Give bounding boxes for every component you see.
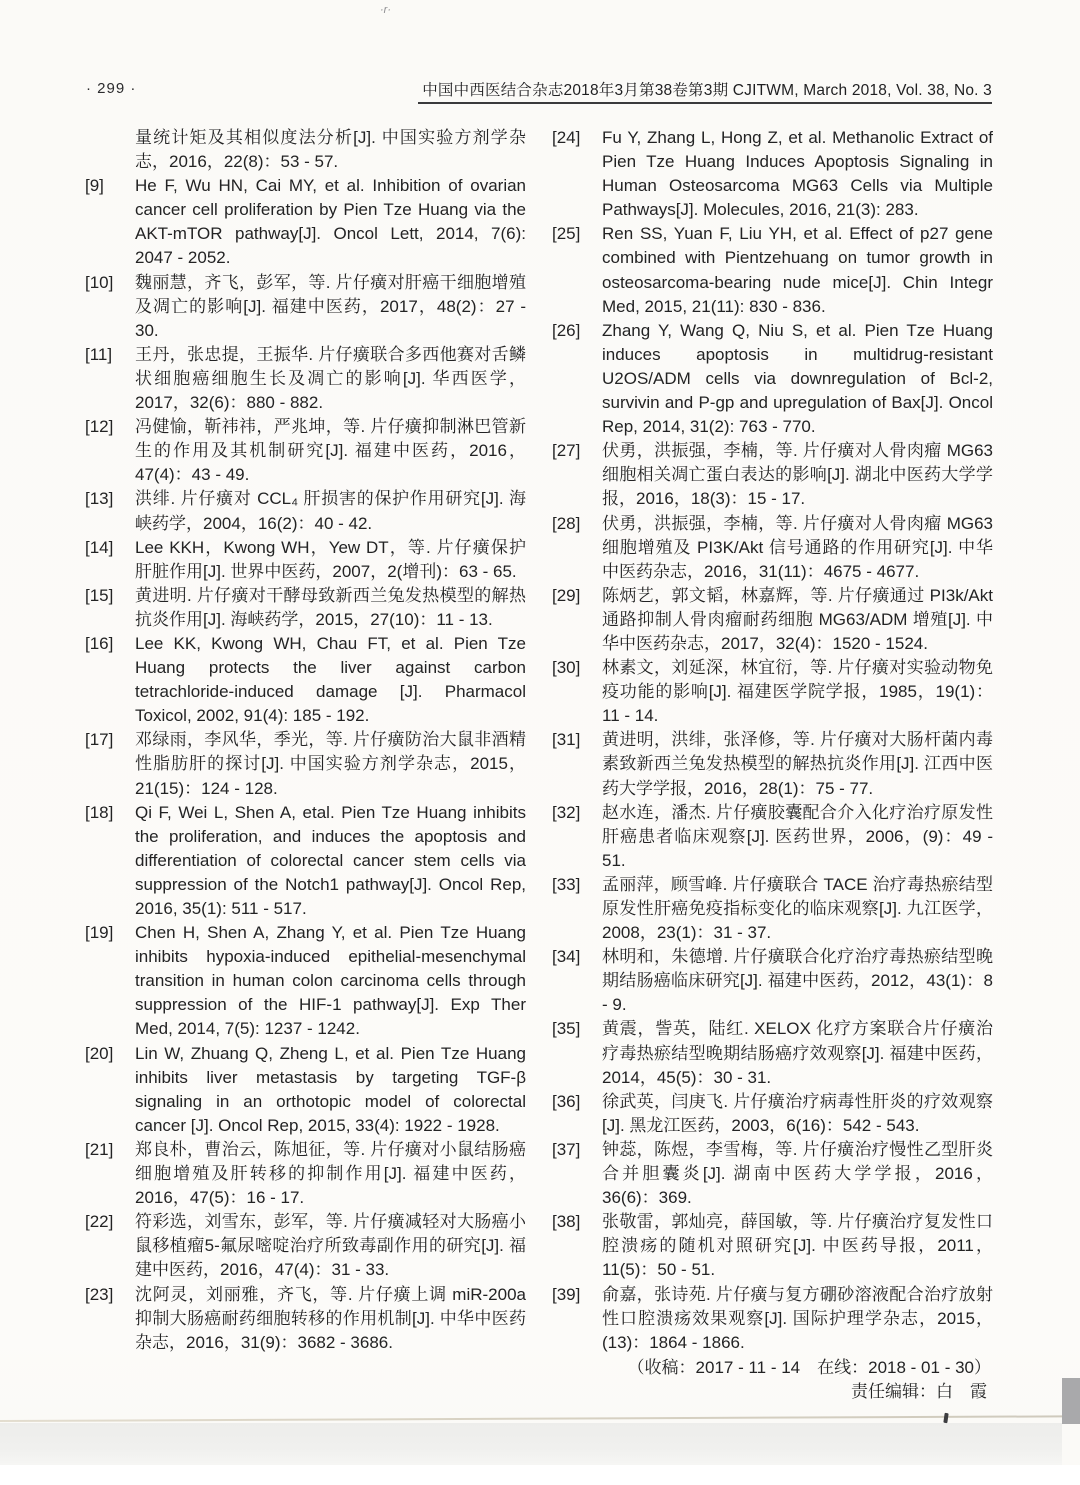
reference-text: 赵水连，潘杰. 片仔癀胶囊配合介入化疗治疗原发性肝癌患者临床观察[J]. 医药世界，2006，(9)：49 - 51. — [602, 802, 993, 870]
reference-number: [11] — [85, 344, 113, 364]
reference-text: 洪绯. 片仔癀对 CCL₄ 肝损害的保护作用研究[J]. 海峡药学，2004，16(2)：40 - 42. — [135, 489, 526, 533]
reference-item — [85, 174, 526, 270]
reference-item — [85, 584, 526, 632]
reference-number: [13] — [85, 489, 114, 509]
reference-item — [552, 439, 993, 511]
reference-text: He F, Wu HN, Cai MY, et al. Inhibition of ovarian cancer cell proliferation by Pien Tze Huang via the AKT-mTOR pathway[J]. Oncol Lett, 2014, 7(6): 2047 - 2052. — [135, 176, 526, 268]
reference-text: 陈炳艺，郭文韬，林嘉辉，等. 片仔癀通过 PI3k/Akt 通路抑制人骨肉瘤耐药细胞 MG63/ADM 增殖[J]. 中华中医药杂志，2017，32(4)：1520 - 1524. — [602, 585, 993, 653]
reference-number: [27] — [552, 441, 581, 461]
reference-text: 量统计矩及其相似度法分析[J]. 中国实验方剂学杂志，2016，22(8)：53 - 57. — [135, 128, 526, 172]
reference-item — [85, 343, 526, 415]
responsible-editor: 责任编辑：白 霞 — [851, 1381, 987, 1401]
reference-number: [29] — [552, 585, 581, 605]
reference-text: 符彩选，刘雪东，彭军，等. 片仔癀减轻对大肠癌小鼠移植瘤5-氟尿嘧啶治疗所致毒副作用的研究[J]. 福建中医药，2016，47(4)：31 - 33. — [135, 1212, 526, 1280]
reference-number: [26] — [552, 320, 581, 340]
reference-text: Zhang Y, Wang Q, Niu S, et al. Pien Tze Huang induces apoptosis in multidrug-resistant U2OS/ADM cells via downregulation of Bcl-2, survivin and P-gp and upregulation of Bax[J]. Oncol Rep, 2014, 31(2): 763 - 770. — [602, 320, 993, 437]
reference-text: 黄进明. 片仔癀对干酵母致新西兰兔发热模型的解热抗炎作用[J]. 海峡药学，2015，27(10)：11 - 13. — [135, 585, 526, 629]
references-column-right — [552, 126, 993, 1404]
reference-text: Lin W, Zhuang Q, Zheng L, et al. Pien Tze Huang inhibits liver metastasis by targeting TGF-β signaling in an orthotopic model of colorectal cancer [J]. Oncol Rep, 2015, 33(4): 1922 - 1928. — [135, 1043, 526, 1135]
reference-text: Qi F, Wei L, Shen A, etal. Pien Tze Huang inhibits the proliferation, and induces the apoptosis and differentiation of colorectal cancer stem cells via suppression of the Notch1 pathway[J]. Oncol Rep, 2016, 35(1): 511 - 517. — [135, 802, 526, 918]
reference-item — [85, 921, 526, 1041]
reference-text: 黄震，訾英，陆红. XELOX 化疗方案联合片仔癀治疗毒热瘀结型晚期结肠癌疗效观察[J]. 福建中医药，2014，45(5)：30 - 31. — [602, 1019, 993, 1087]
reference-text: Lee KK, Kwong WH, Chau FT, et al. Pien Tze Huang protects the liver against carbon tetrachloride-induced damage [J]. Pharmacol Toxicol, 2002, 91(4): 185 - 192. — [135, 633, 526, 726]
reference-text: Fu Y, Zhang L, Hong Z, et al. Methanolic Extract of Pien Tze Huang Induces Apoptosis Signaling in Human Osteosarcoma MG63 Cells via Multiple Pathways[J]. Molecules, 2016, 21(3): 283. — [602, 128, 993, 220]
reference-number: [38] — [552, 1212, 581, 1232]
reference-item — [85, 632, 526, 728]
reference-item — [85, 728, 526, 800]
reference-item — [85, 1283, 526, 1355]
reference-number: [9] — [85, 176, 104, 196]
reference-number: [16] — [85, 633, 114, 653]
reference-number: [30] — [552, 658, 581, 678]
reference-text: 伏勇，洪振强，李楠，等. 片仔癀对人骨肉瘤 MG63 细胞增殖及 PI3K/Akt 信号通路的作用研究[J]. 中华中医药杂志，2016，31(11)：4675 - 4677. — [602, 513, 993, 581]
reference-item — [85, 1042, 526, 1138]
references-column-left — [85, 126, 526, 1404]
reference-number: [36] — [552, 1091, 581, 1111]
reference-item — [552, 1210, 993, 1282]
reference-text: 冯健愉，靳祎祎，严兆坤，等. 片仔癀抑制淋巴管新生的作用及其机制研究[J]. 福建中医药，2016，47(4)：43 - 49. — [135, 417, 526, 485]
reference-number: [15] — [85, 585, 114, 605]
reference-text: 俞嘉，张诗苑. 片仔癀与复方硼砂溶液配合治疗放射性口腔溃疡效果观察[J]. 国际护理学杂志，2015，(13)：1864 - 1866. — [602, 1284, 993, 1352]
reference-text: 钟蕊，陈煜，李雪梅，等. 片仔癀治疗慢性乙型肝炎合并胆囊炎[J]. 湖南中医药大学学报，2016，36(6)：369. — [602, 1139, 993, 1208]
reference-number: [18] — [85, 802, 114, 822]
reference-text: 邓绿雨，李风华，季光，等. 片仔癀防治大鼠非酒精性脂肪肝的探讨[J]. 中国实验方剂学杂志，2015，21(15)：124 - 128. — [135, 730, 526, 798]
reference-item — [552, 126, 993, 222]
reference-text: 张敬雷，郭灿亮，薛国敏，等. 片仔癀治疗复发性口腔溃疡的随机对照研究[J]. 中医药导报，2011，11(5)：50 - 51. — [602, 1212, 993, 1280]
header-rule — [418, 102, 992, 104]
reference-number: [21] — [85, 1139, 114, 1159]
reference-item — [85, 415, 526, 487]
reference-item — [85, 1210, 526, 1282]
reference-item — [552, 656, 993, 728]
references-list-left — [85, 126, 526, 1355]
reference-number: [35] — [552, 1019, 581, 1039]
reference-number: [34] — [552, 947, 581, 967]
reference-item — [552, 319, 993, 439]
reference-number: [25] — [552, 224, 581, 244]
reference-text: Ren SS, Yuan F, Liu YH, et al. Effect of p27 gene combined with Pientzehuang on tumor growth in osteosarcoma-bearing nude mice[J]. Chin Integr Med, 2015, 21(11): 830 - 836. — [602, 224, 993, 316]
reference-text: 魏丽慧，齐飞，彭军，等. 片仔癀对肝癌干细胞增殖及凋亡的影响[J]. 福建中医药，2017，48(2)：27 - 30. — [135, 272, 526, 340]
references-list-right — [552, 126, 993, 1355]
reference-number: [24] — [552, 128, 581, 147]
reference-item — [552, 873, 993, 945]
reference-item — [85, 1138, 526, 1210]
reference-number: [14] — [85, 537, 114, 557]
reference-text: 林明和，朱德增. 片仔癀联合化疗治疗毒热瘀结型晚期结肠癌临床研究[J]. 福建中医药，2012，43(1)：8 - 9. — [602, 947, 993, 1015]
reference-item — [85, 801, 526, 921]
reference-number: [12] — [85, 417, 114, 437]
reference-item — [552, 1090, 993, 1138]
reference-number: [23] — [85, 1284, 114, 1304]
journal-header-line: 中国中西医结合杂志2018年3月第38卷第3期 CJITWM, March 2018, Vol. 38, No. 3 — [422, 82, 992, 99]
reference-item — [85, 487, 526, 535]
reference-number: [37] — [552, 1139, 581, 1159]
reference-item — [552, 1138, 993, 1210]
reference-number: [19] — [85, 923, 114, 943]
reference-text: Chen H, Shen A, Zhang Y, et al. Pien Tze Huang inhibits hypoxia-induced epithelial-mesenchymal transition in human colon carcinoma cells through suppression of the HIF-1 pathway[J]. Exp Ther Med, 2014, 7(5): 1237 - 1242. — [135, 923, 526, 1039]
reference-text: 沈阿灵，刘丽雅，齐飞，等. 片仔癀上调 miR-200a 抑制大肠癌耐药细胞转移的作用机制[J]. 中华中医药杂志，2016，31(9)：3682 - 3686. — [135, 1284, 526, 1352]
reference-text: 王丹，张忠提，王振华. 片仔癀联合多西他赛对舌鳞状细胞癌细胞生长及凋亡的影响[J]. 华西医学，2017，32(6)：880 - 882. — [135, 344, 526, 413]
references-section — [85, 126, 993, 1404]
received-online-dates: （收稿：2017 - 11 - 14 在线：2018 - 01 - 30） — [627, 1357, 991, 1377]
reference-text: 林素文，刘延深，林宜衍，等. 片仔癀对实验动物免疫功能的影响[J]. 福建医学院学报，1985，19(1)：11 - 14. — [602, 658, 993, 726]
reference-item — [85, 126, 526, 174]
scan-page-edge-band — [0, 1423, 1062, 1465]
scan-edge-strip — [1062, 1378, 1080, 1424]
reference-number: [39] — [552, 1284, 581, 1304]
reference-item — [552, 728, 993, 800]
reference-text: Lee KKH，Kwong WH，Yew DT，等. 片仔癀保护肝脏作用[J]. 世界中医药，2007，2(增刊)：63 - 65. — [135, 537, 526, 581]
reference-item — [85, 271, 526, 343]
reference-text: 徐武英，闫庚飞. 片仔癀治疗病毒性肝炎的疗效观察[J]. 黑龙江医药，2003，6(16)：542 - 543. — [602, 1091, 993, 1135]
page-number: · 299 · — [86, 80, 137, 97]
reference-number: [33] — [552, 874, 581, 894]
reference-text: 黄进明，洪绯，张泽修，等. 片仔癀对大肠杆菌内毒素致新西兰兔发热模型的解热抗炎作用[J]. 江西中医药大学学报，2016，28(1)：75 - 77. — [602, 730, 993, 798]
reference-item — [552, 222, 993, 318]
reference-number: [20] — [85, 1043, 114, 1063]
reference-number: [31] — [552, 730, 581, 750]
scan-artifact-mark: ·r· — [380, 4, 391, 16]
reference-text: 伏勇，洪振强，李楠，等. 片仔癀对人骨肉瘤 MG63 细胞相关凋亡蛋白表达的影响[J]. 湖北中医药大学学报，2016，18(3)：15 - 17. — [602, 441, 993, 509]
reference-item — [85, 536, 526, 584]
reference-item — [552, 584, 993, 656]
scan-margin — [0, 1465, 1080, 1485]
reference-item — [552, 512, 993, 584]
reference-number: [22] — [85, 1212, 114, 1232]
reference-item — [552, 1283, 993, 1355]
reference-item — [552, 801, 993, 873]
scan-page-edge-line — [0, 1415, 1062, 1422]
scan-speck — [943, 1413, 948, 1423]
reference-text: 郑良朴，曹治云，陈旭征，等. 片仔癀对小鼠结肠癌细胞增殖及肝转移的抑制作用[J]. 福建中医药，2016，47(5)：16 - 17. — [135, 1139, 526, 1208]
reference-number: [10] — [85, 272, 114, 292]
reference-number: [32] — [552, 802, 581, 822]
reference-number: [17] — [85, 730, 114, 750]
reference-text: 孟丽萍，顾雪峰. 片仔癀联合 TACE 治疗毒热瘀结型原发性肝癌免疫指标变化的临床观察[J]. 九江医学，2008，23(1)：31 - 37. — [602, 874, 993, 943]
reference-item — [552, 1017, 993, 1089]
reference-number: [28] — [552, 513, 581, 533]
reference-item — [552, 945, 993, 1017]
